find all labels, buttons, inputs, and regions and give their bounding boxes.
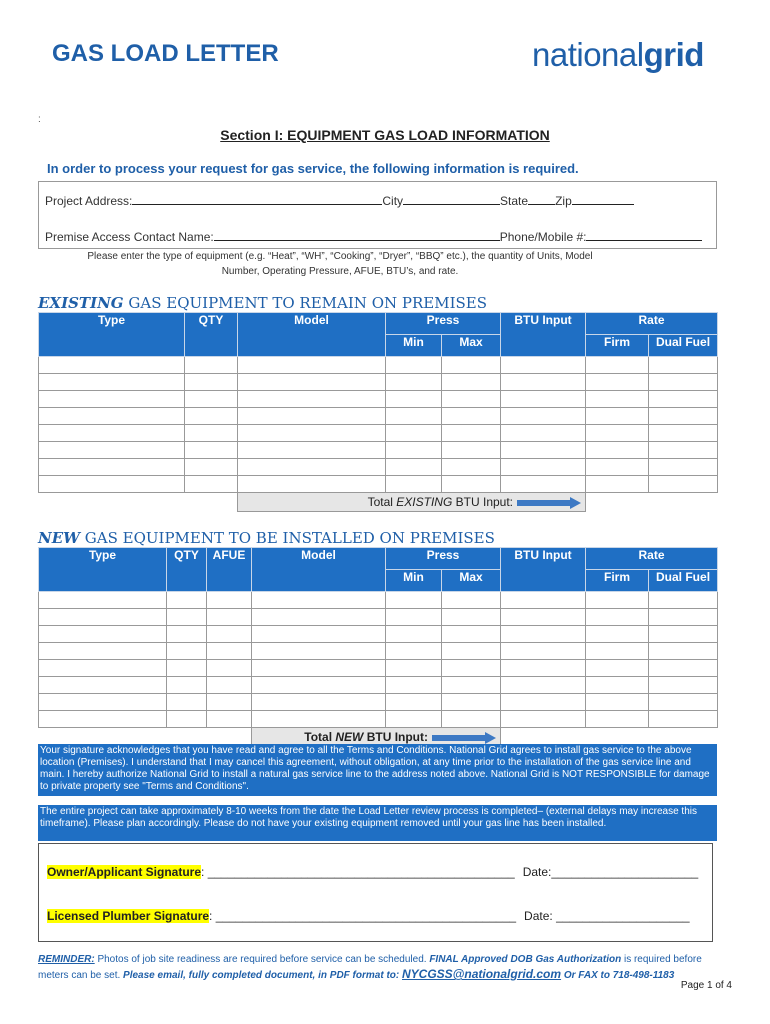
premise-contact-field[interactable] — [214, 228, 500, 241]
new-heading-em: NEW — [38, 529, 80, 547]
instructions-line-1: Please enter the type of equipment (e.g. “Heat”, “WH”, “Cooking”, “Dryer”, “BBQ” etc.), the quantity of Units, Model — [87, 251, 593, 262]
table-cell[interactable] — [39, 711, 167, 728]
table-row — [39, 592, 718, 609]
table-cell[interactable] — [501, 677, 586, 694]
table-cell[interactable] — [39, 357, 185, 374]
col-press: Press — [386, 548, 501, 570]
table-cell[interactable] — [386, 626, 442, 643]
address-box — [38, 181, 717, 249]
owner-signature-label: Owner/Applicant Signature — [47, 865, 202, 879]
plumber-signature-row[interactable] — [47, 909, 690, 923]
table-cell[interactable] — [501, 442, 586, 459]
total-prefix: Total — [304, 730, 336, 744]
table-cell[interactable] — [649, 694, 718, 711]
table-cell[interactable] — [386, 357, 442, 374]
logo-text-light: national — [532, 36, 644, 73]
reminder-text-1: Photos of job site readiness are required before service can be scheduled. — [94, 954, 430, 965]
total-prefix: Total — [367, 495, 397, 509]
table-cell[interactable] — [442, 677, 501, 694]
table-cell[interactable] — [442, 643, 501, 660]
existing-equipment-table — [38, 312, 718, 512]
table-cell[interactable] — [586, 476, 649, 493]
table-row — [39, 476, 718, 493]
zip-field[interactable] — [572, 192, 634, 205]
col-qty: QTY — [185, 313, 238, 357]
table-row — [39, 643, 718, 660]
plumber-date-field[interactable]: Date: ____________________ — [524, 909, 690, 923]
phone-label: Phone/Mobile #: — [499, 230, 587, 244]
table-cell[interactable] — [185, 459, 238, 476]
fax-number: Or FAX to 718-498-1183 — [561, 970, 675, 981]
table-cell[interactable] — [649, 660, 718, 677]
table-cell[interactable] — [207, 677, 252, 694]
table-cell[interactable] — [586, 694, 649, 711]
right-arrow-icon — [517, 497, 581, 509]
table-cell[interactable] — [185, 442, 238, 459]
table-cell[interactable] — [649, 408, 718, 425]
table-cell[interactable] — [252, 711, 386, 728]
stray-colon: : — [38, 114, 41, 125]
table-cell[interactable] — [649, 643, 718, 660]
table-cell[interactable] — [39, 476, 185, 493]
table-cell[interactable] — [649, 459, 718, 476]
new-heading-rest: GAS EQUIPMENT TO BE INSTALLED ON PREMISES — [80, 529, 495, 547]
table-cell[interactable] — [238, 425, 386, 442]
table-cell[interactable] — [252, 694, 386, 711]
table-cell[interactable] — [586, 626, 649, 643]
table-cell[interactable] — [442, 626, 501, 643]
total-suffix: BTU Input: — [452, 495, 514, 509]
col-rate: Rate — [586, 548, 718, 570]
table-cell[interactable] — [167, 660, 207, 677]
table-cell[interactable] — [386, 592, 442, 609]
col-press-max: Max — [442, 335, 501, 357]
table-cell[interactable] — [586, 660, 649, 677]
document-title: GAS LOAD LETTER — [52, 40, 279, 67]
table-cell[interactable] — [386, 711, 442, 728]
table-cell[interactable] — [386, 643, 442, 660]
table-cell[interactable] — [386, 694, 442, 711]
table-row — [39, 626, 718, 643]
col-rate-firm: Firm — [586, 570, 649, 592]
zip-label: Zip — [555, 194, 572, 208]
table-row — [39, 711, 718, 728]
table-cell[interactable] — [586, 459, 649, 476]
table-row — [39, 459, 718, 476]
col-press-max: Max — [442, 570, 501, 592]
table-cell[interactable] — [386, 459, 442, 476]
timeframe-notice: The entire project can take approximately 8-10 weeks from the date the Load Letter review process is completed– (external delays may increase this timeframe). Please plan accordingly. Please do not have your existing equipment removed until your gas line has been installed. — [38, 805, 717, 841]
table-cell[interactable] — [238, 357, 386, 374]
col-btu-input: BTU Input — [501, 548, 586, 592]
table-cell[interactable] — [386, 660, 442, 677]
table-cell[interactable] — [442, 442, 501, 459]
existing-heading-em: EXISTING — [38, 294, 124, 312]
col-type: Type — [39, 313, 185, 357]
table-cell[interactable] — [39, 592, 167, 609]
table-cell[interactable] — [586, 425, 649, 442]
table-row — [39, 391, 718, 408]
table-cell[interactable] — [501, 459, 586, 476]
table-cell[interactable] — [442, 374, 501, 391]
table-cell[interactable] — [501, 425, 586, 442]
table-cell[interactable] — [207, 592, 252, 609]
table-row — [39, 677, 718, 694]
table-cell[interactable] — [649, 425, 718, 442]
table-cell[interactable] — [167, 626, 207, 643]
total-emphasis: EXISTING — [396, 495, 453, 509]
table-cell[interactable] — [238, 391, 386, 408]
table-cell[interactable] — [501, 408, 586, 425]
reminder-bold-2: Please email, fully completed document, in PDF format to: — [123, 970, 402, 981]
table-row — [39, 694, 718, 711]
table-cell[interactable] — [442, 357, 501, 374]
table-cell[interactable] — [386, 391, 442, 408]
reminder-label: REMINDER: — [38, 954, 95, 965]
col-model: Model — [252, 548, 386, 592]
table-cell[interactable] — [207, 643, 252, 660]
intro-text: In order to process your request for gas service, the following information is required. — [47, 161, 579, 176]
signature-box — [38, 843, 713, 942]
table-cell[interactable] — [649, 711, 718, 728]
instructions-line-2: Number, Operating Pressure, AFUE, BTU’s, and rate. — [221, 266, 459, 277]
table-row — [39, 609, 718, 626]
table-cell[interactable] — [649, 391, 718, 408]
table-cell[interactable] — [39, 442, 185, 459]
table-cell[interactable] — [386, 476, 442, 493]
existing-heading-rest: GAS EQUIPMENT TO REMAIN ON PREMISES — [123, 294, 488, 312]
city-label: City — [382, 194, 404, 208]
table-cell[interactable] — [586, 374, 649, 391]
table-cell[interactable] — [586, 677, 649, 694]
page-number: Page 1 of 4 — [680, 980, 732, 991]
table-row — [39, 442, 718, 459]
table-cell[interactable] — [252, 592, 386, 609]
plumber-signature-line[interactable]: : _____________________________________________ — [209, 909, 517, 923]
table-cell[interactable] — [39, 643, 167, 660]
plumber-signature-label: Licensed Plumber Signature — [47, 909, 210, 923]
table-cell[interactable] — [185, 476, 238, 493]
col-rate-dual-fuel: Dual Fuel — [649, 335, 718, 357]
table-cell[interactable] — [185, 374, 238, 391]
table-cell[interactable] — [167, 694, 207, 711]
table-row — [39, 425, 718, 442]
col-btu-input: BTU Input — [501, 313, 586, 357]
table-row — [39, 408, 718, 425]
table-cell[interactable] — [39, 391, 185, 408]
existing-equipment-heading — [38, 294, 487, 312]
table-cell[interactable] — [252, 643, 386, 660]
table-cell[interactable] — [386, 609, 442, 626]
state-field[interactable] — [528, 192, 555, 205]
table-cell[interactable] — [185, 357, 238, 374]
table-cell[interactable] — [501, 476, 586, 493]
table-cell[interactable] — [386, 374, 442, 391]
table-cell[interactable] — [185, 425, 238, 442]
state-label: State — [500, 194, 529, 208]
table-cell[interactable] — [185, 391, 238, 408]
table-cell[interactable] — [238, 442, 386, 459]
table-row — [39, 357, 718, 374]
project-address-label: Project Address: — [45, 194, 133, 208]
table-cell[interactable] — [649, 592, 718, 609]
logo-text-bold: grid — [643, 36, 704, 73]
table-cell[interactable] — [442, 476, 501, 493]
right-arrow-icon — [432, 732, 496, 744]
table-cell[interactable] — [167, 677, 207, 694]
table-cell[interactable] — [501, 694, 586, 711]
table-cell[interactable] — [442, 609, 501, 626]
table-cell[interactable] — [442, 408, 501, 425]
table-cell[interactable] — [39, 660, 167, 677]
table-cell[interactable] — [501, 391, 586, 408]
owner-signature-row[interactable] — [47, 865, 698, 879]
reminder-bold-1: FINAL Approved DOB Gas Authorization — [429, 954, 622, 965]
col-model: Model — [238, 313, 386, 357]
col-rate-dual-fuel: Dual Fuel — [649, 570, 718, 592]
col-type: Type — [39, 548, 167, 592]
table-cell[interactable] — [442, 694, 501, 711]
table-cell[interactable] — [649, 626, 718, 643]
table-cell[interactable] — [586, 357, 649, 374]
table-cell[interactable] — [501, 609, 586, 626]
col-press-min: Min — [386, 570, 442, 592]
table-cell[interactable] — [39, 626, 167, 643]
owner-signature-line[interactable]: : ______________________________________________ — [201, 865, 515, 879]
table-cell[interactable] — [649, 476, 718, 493]
table-cell[interactable] — [39, 609, 167, 626]
col-press-min: Min — [386, 335, 442, 357]
table-cell[interactable] — [586, 442, 649, 459]
table-cell[interactable] — [501, 374, 586, 391]
table-cell[interactable] — [238, 459, 386, 476]
table-cell[interactable] — [207, 694, 252, 711]
table-cell[interactable] — [386, 677, 442, 694]
table-row — [39, 374, 718, 391]
reminder-text-2: is required before meters can be set. — [38, 954, 702, 981]
table-cell[interactable] — [386, 442, 442, 459]
phone-field[interactable] — [586, 228, 702, 241]
table-cell[interactable] — [252, 609, 386, 626]
owner-date-field[interactable]: Date:______________________ — [522, 865, 699, 879]
table-cell[interactable] — [386, 408, 442, 425]
total-emphasis: NEW — [335, 730, 364, 744]
table-cell[interactable] — [207, 626, 252, 643]
table-cell[interactable] — [501, 592, 586, 609]
table-cell[interactable] — [501, 643, 586, 660]
new-equipment-heading — [38, 529, 495, 547]
total-suffix: BTU Input: — [363, 730, 429, 744]
table-cell[interactable] — [39, 459, 185, 476]
table-cell[interactable] — [501, 711, 586, 728]
table-cell[interactable] — [167, 592, 207, 609]
table-cell[interactable] — [167, 711, 207, 728]
table-cell[interactable] — [586, 643, 649, 660]
table-cell[interactable] — [501, 626, 586, 643]
table-cell[interactable] — [252, 677, 386, 694]
col-rate: Rate — [586, 313, 718, 335]
signature-acknowledgement-notice: Your signature acknowledges that you have read and agree to all the Terms and Conditions. National Grid agrees to install gas service to the above location (Premises). I understand that I may cancel this agreement, without obligation, at any time prior to the installation of the gas service line and main. I hereby authorize National Grid to install a natural gas service line to the address noted above. National Grid is NOT RESPONSIBLE for damage to private property see "Terms and Conditions". — [38, 744, 717, 796]
table-cell[interactable] — [39, 374, 185, 391]
premise-contact-label: Premise Access Contact Name: — [45, 230, 214, 244]
equipment-instructions — [60, 249, 620, 279]
section-heading: Section I: EQUIPMENT GAS LOAD INFORMATION — [220, 127, 550, 143]
table-cell[interactable] — [649, 442, 718, 459]
table-cell[interactable] — [586, 609, 649, 626]
table-cell[interactable] — [501, 660, 586, 677]
table-cell[interactable] — [586, 711, 649, 728]
table-cell[interactable] — [586, 592, 649, 609]
table-cell[interactable] — [442, 711, 501, 728]
table-cell[interactable] — [238, 374, 386, 391]
table-cell[interactable] — [238, 476, 386, 493]
table-cell[interactable] — [252, 660, 386, 677]
table-cell[interactable] — [649, 357, 718, 374]
table-cell[interactable] — [185, 408, 238, 425]
col-rate-firm: Firm — [586, 335, 649, 357]
table-cell[interactable] — [167, 609, 207, 626]
table-cell[interactable] — [649, 677, 718, 694]
table-cell[interactable] — [442, 660, 501, 677]
reminder-text — [38, 953, 718, 983]
table-cell[interactable] — [442, 425, 501, 442]
table-cell[interactable] — [386, 425, 442, 442]
table-cell[interactable] — [649, 609, 718, 626]
col-afue: AFUE — [207, 548, 252, 592]
city-field[interactable] — [403, 192, 500, 205]
col-press: Press — [386, 313, 501, 335]
table-cell[interactable] — [252, 626, 386, 643]
table-cell[interactable] — [501, 357, 586, 374]
table-cell[interactable] — [442, 391, 501, 408]
table-cell[interactable] — [207, 711, 252, 728]
table-cell[interactable] — [39, 677, 167, 694]
table-cell[interactable] — [207, 660, 252, 677]
col-qty: QTY — [167, 548, 207, 592]
table-cell[interactable] — [39, 694, 167, 711]
table-cell[interactable] — [167, 643, 207, 660]
project-address-field[interactable] — [132, 192, 382, 205]
table-cell[interactable] — [649, 374, 718, 391]
table-cell[interactable] — [442, 592, 501, 609]
table-cell[interactable] — [586, 391, 649, 408]
new-equipment-table — [38, 547, 718, 747]
existing-total-row — [238, 493, 586, 512]
email-link[interactable]: NYCGSS@nationalgrid.com — [402, 967, 562, 981]
table-cell[interactable] — [39, 425, 185, 442]
national-grid-logo — [532, 36, 704, 74]
table-cell[interactable] — [586, 408, 649, 425]
table-cell[interactable] — [207, 609, 252, 626]
table-cell[interactable] — [39, 408, 185, 425]
table-cell[interactable] — [442, 459, 501, 476]
table-row — [39, 660, 718, 677]
table-cell[interactable] — [238, 408, 386, 425]
